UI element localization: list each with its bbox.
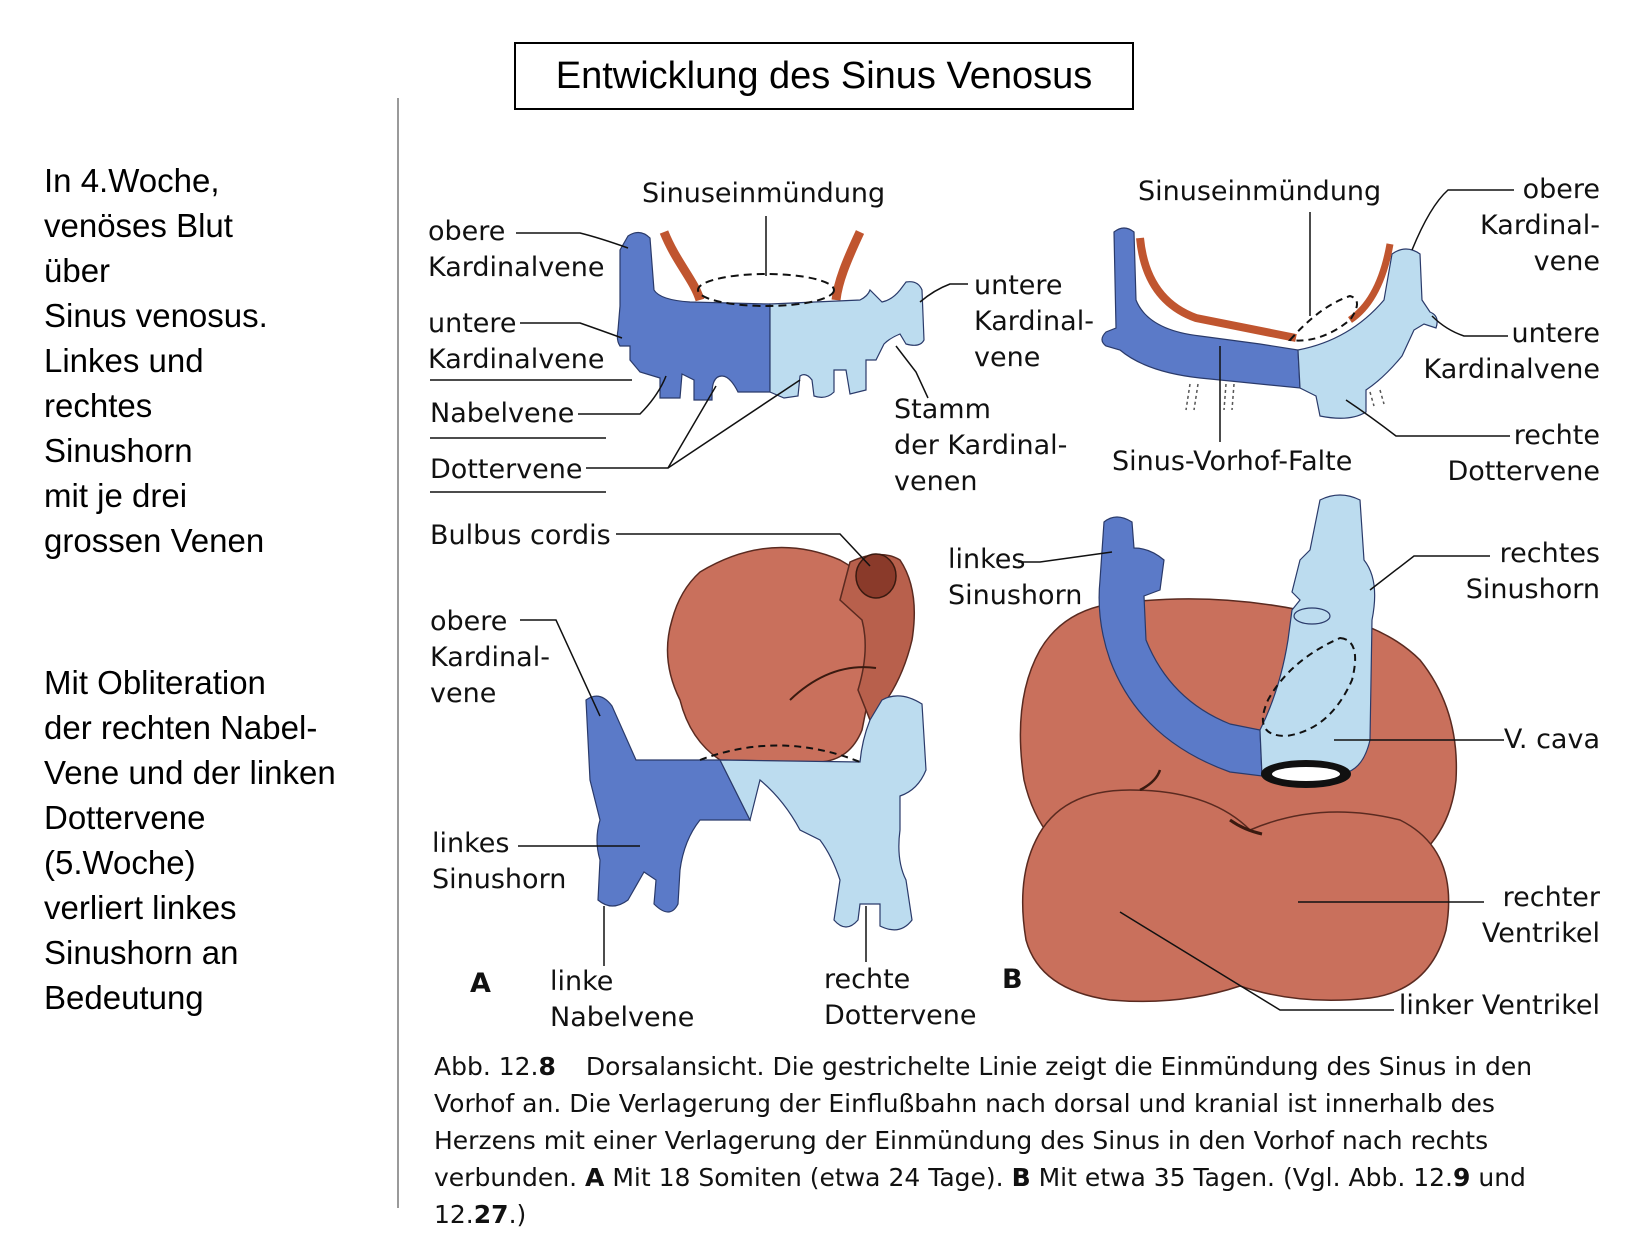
leader-line xyxy=(1346,400,1510,436)
caption-text-4a: verbunden. xyxy=(434,1163,578,1192)
sidebar-line: Vene und der linken xyxy=(44,754,336,791)
sidebar-line: grossen Venen xyxy=(44,522,265,559)
label-obere-kardinal-b-1: obere xyxy=(1522,174,1600,205)
sidebar-line: Sinushorn xyxy=(44,432,193,469)
label-rechter-ventrikel-2: Ventrikel xyxy=(1481,918,1600,949)
label-stamm-3: venen xyxy=(894,466,978,497)
label-obere-kardinal-b-2: Kardinal- xyxy=(1480,210,1600,241)
label-stamm-1: Stamm xyxy=(894,394,991,425)
label-rechte-dottervene-b-2: Dottervene xyxy=(1447,456,1600,487)
caption-text-4c: Mit etwa 35 Tagen. (Vgl. Abb. 12. xyxy=(1038,1163,1453,1192)
diagram-top-right xyxy=(1102,174,1600,487)
caption-line-3: Herzens mit einer Verlagerung der Einmündung des Sinus in den Vorhof nach rechts xyxy=(434,1126,1489,1155)
caption-figno-bold: 8 xyxy=(538,1052,556,1081)
caption-text-1: Dorsalansicht. Die gestrichelte Linie zeigt die Einmündung des Sinus in den xyxy=(585,1052,1533,1081)
v-cava-lumen xyxy=(1272,767,1340,781)
caption-line-5 xyxy=(434,1196,1604,1233)
label-sinus-vorhof-falte: Sinus-Vorhof-Falte xyxy=(1112,446,1353,477)
sinus-opening-dashed xyxy=(698,274,834,306)
diagram-panel-a xyxy=(430,520,977,1033)
label-linkes-sinushorn-b-1: linkes xyxy=(948,544,1026,575)
label-untere-kardinal-r-2: Kardinal- xyxy=(974,306,1094,337)
sidebar-line: Bedeutung xyxy=(44,979,204,1016)
label-panel-a: A xyxy=(470,968,491,999)
sidebar-line: rechtes xyxy=(44,387,153,424)
sidebar-line: über xyxy=(44,252,111,289)
label-linkes-sinushorn-b-2: Sinushorn xyxy=(948,580,1083,611)
label-obere-kardinal-a-3: vene xyxy=(430,678,497,709)
sidebar-line: verliert linkes xyxy=(44,889,237,926)
label-linker-ventrikel: linker Ventrikel xyxy=(1398,990,1600,1021)
label-obere-kardinal-b-3: vene xyxy=(1533,246,1600,277)
label-untere-kardinal-r-3: vene xyxy=(974,342,1041,373)
right-sinus-horn-early xyxy=(770,282,924,398)
caption-bold-27: 27 xyxy=(473,1200,509,1229)
label-rechtes-sinushorn-1: rechtes xyxy=(1499,538,1600,569)
label-rechter-ventrikel-1: rechter xyxy=(1502,882,1600,913)
label-v-cava: V. cava xyxy=(1503,724,1600,755)
label-obere-kardinalvene-1: obere xyxy=(428,216,506,247)
label-obere-kardinalvene-2: Kardinalvene xyxy=(428,252,605,283)
vein-stub xyxy=(1294,608,1330,624)
label-rechte-dottervene-a-1: rechte xyxy=(824,964,911,995)
sidebar-line: venöses Blut xyxy=(44,207,233,244)
leader-line xyxy=(578,376,666,414)
label-sinuseinmuendung-b: Sinuseinmündung xyxy=(1138,176,1382,207)
label-untere-kardinal-b-2: Kardinalvene xyxy=(1423,354,1600,385)
bulbus-opening xyxy=(856,554,896,598)
sidebar-line: In 4.Woche, xyxy=(44,162,220,199)
diagram-top-left xyxy=(428,178,1094,497)
atrial-wall-right xyxy=(836,232,860,300)
sidebar-line: Mit Obliteration xyxy=(44,664,266,701)
page-title: Entwicklung des Sinus Venosus xyxy=(514,42,1134,110)
leader-line xyxy=(1432,316,1508,336)
leader-line xyxy=(896,346,928,398)
sidebar-line: Sinushorn an xyxy=(44,934,239,971)
label-untere-kardinalvene-2: Kardinalvene xyxy=(428,344,605,375)
sidebar-line: (5.Woche) xyxy=(44,844,196,881)
figure-caption xyxy=(434,1048,1604,1233)
sidebar-line: mit je drei xyxy=(44,477,188,514)
caption-line-2: Vorhof an. Die Verlagerung der Einflußbahn nach dorsal und kranial ist innerhalb des xyxy=(434,1089,1495,1118)
sidebar-line: Dottervene xyxy=(44,799,206,836)
heart-b-ventricles xyxy=(1023,790,1449,1001)
sidebar-line: Linkes und xyxy=(44,342,204,379)
atrial-wall-left xyxy=(664,232,700,300)
caption-figno-prefix: Abb. 12. xyxy=(434,1052,539,1081)
leader-line xyxy=(920,284,968,302)
caption-figure-number xyxy=(434,1048,556,1085)
label-rechte-dottervene-a-2: Dottervene xyxy=(824,1000,977,1031)
label-linke-nabelvene-1: linke xyxy=(550,966,614,997)
label-linkes-sinushorn-a-1: linkes xyxy=(432,828,510,859)
leader-line xyxy=(1018,552,1112,562)
label-untere-kardinalvene-1: untere xyxy=(428,308,517,339)
caption-text-4d: und xyxy=(1478,1163,1526,1192)
label-panel-b: B xyxy=(1002,964,1023,995)
sinus-vorhof-fold-vessel xyxy=(1140,238,1296,338)
sidebar-line: der rechten Nabel- xyxy=(44,709,318,746)
leader-line xyxy=(516,233,628,248)
label-bulbus-cordis: Bulbus cordis xyxy=(430,520,611,551)
caption-bold-a: A xyxy=(585,1163,605,1192)
caption-text-5a: 12. xyxy=(434,1200,474,1229)
sidebar-line: Sinus venosus. xyxy=(44,297,268,334)
label-rechte-dottervene-b-1: rechte xyxy=(1513,420,1600,451)
diagram-panel-b xyxy=(948,495,1601,1021)
caption-line-4 xyxy=(434,1159,1604,1196)
label-linke-nabelvene-2: Nabelvene xyxy=(550,1002,695,1033)
label-untere-kardinal-r-1: untere xyxy=(974,270,1063,301)
caption-line-1 xyxy=(434,1048,1604,1085)
label-obere-kardinal-a-2: Kardinal- xyxy=(430,642,550,673)
label-untere-kardinal-b-1: untere xyxy=(1511,318,1600,349)
leader-line xyxy=(520,323,622,338)
label-sinuseinmuendung-a: Sinuseinmündung xyxy=(642,178,886,209)
label-linkes-sinushorn-a-2: Sinushorn xyxy=(432,864,567,895)
caption-text-5b: .) xyxy=(508,1200,527,1229)
caption-text-4b: Mit 18 Somiten (etwa 24 Tage). xyxy=(612,1163,1004,1192)
left-sinus-horn-curved xyxy=(1102,228,1300,388)
leader-line xyxy=(668,380,800,468)
right-sinus-horn-curved xyxy=(1298,249,1437,418)
label-nabelvene: Nabelvene xyxy=(430,398,575,429)
label-stamm-2: der Kardinal- xyxy=(894,430,1068,461)
caption-bold-9: 9 xyxy=(1453,1163,1471,1192)
caption-bold-b: B xyxy=(1011,1163,1031,1192)
label-rechtes-sinushorn-2: Sinushorn xyxy=(1465,574,1600,605)
left-sinus-horn-early xyxy=(617,232,770,400)
label-dottervene: Dottervene xyxy=(430,454,583,485)
label-obere-kardinal-a-1: obere xyxy=(430,606,508,637)
